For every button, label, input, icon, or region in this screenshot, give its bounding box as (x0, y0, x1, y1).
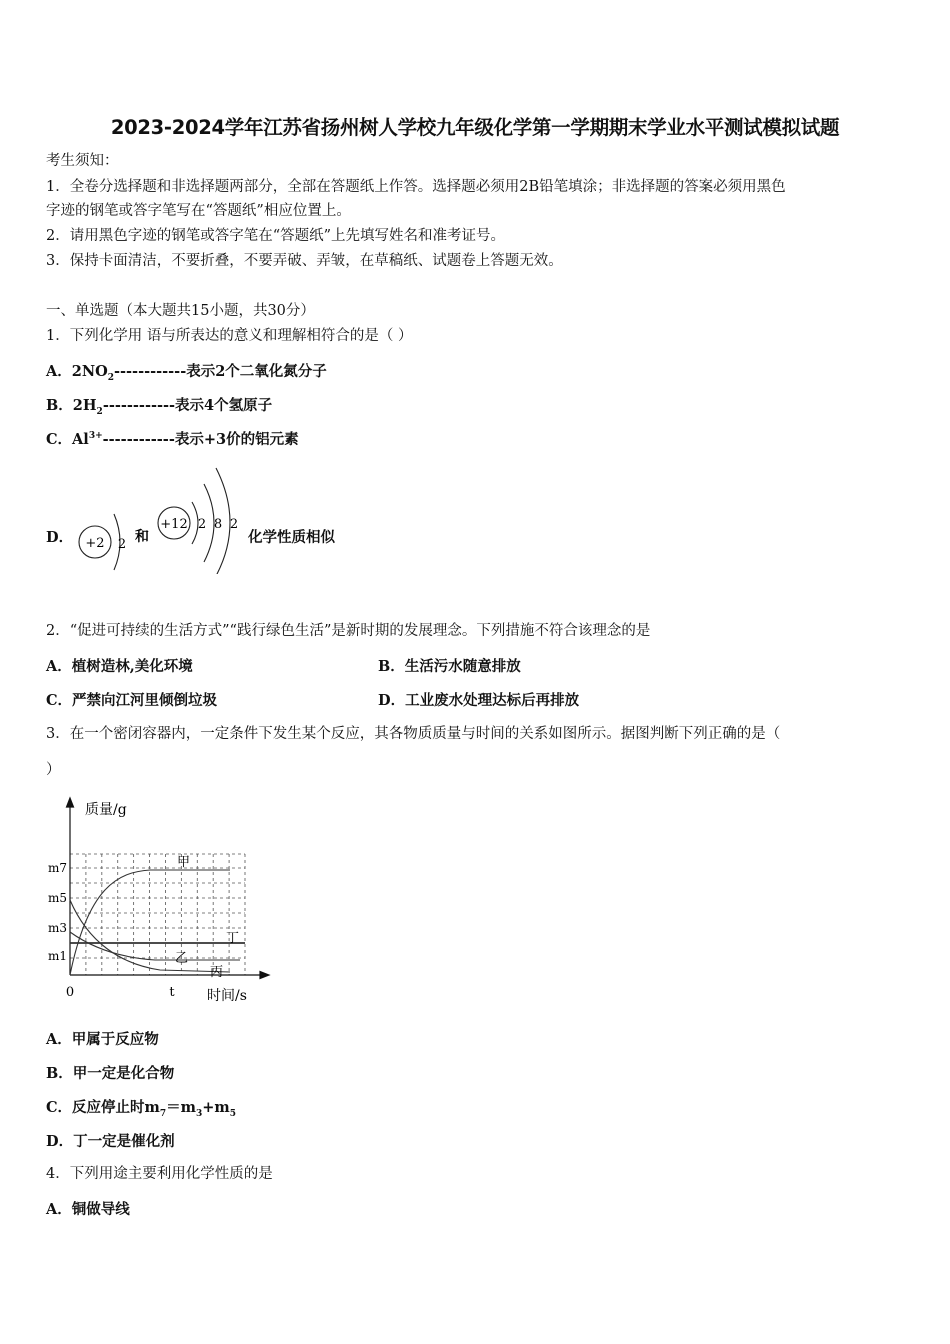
y-tick-label-m3: m3 (47, 921, 67, 935)
q1-option-a (46, 360, 327, 383)
y-tick-label-m5: m5 (47, 891, 67, 905)
atom1-nucleus-charge: +2 (85, 536, 105, 551)
q1-c-sup: 3+ (88, 431, 103, 442)
y-axis-arrow (67, 798, 74, 807)
q2-option-a: A．植树造林,美化环境 (46, 658, 193, 675)
q1-option-b (46, 394, 272, 417)
q1-c-prefix: C．Al (46, 431, 89, 448)
notice-item-1-line-2: 字迹的钢笔或答字笔写在“答题纸”相应位置上。 (46, 203, 351, 219)
series-line-bing (70, 900, 230, 972)
atom1-shell-1-count: 2 (117, 537, 127, 552)
q1-stem: 1．下列化学用 语与所表达的意义和理解相符合的是（ ） (46, 328, 413, 344)
section-heading: 一、单选题（本大题共15小题，共30分） (46, 303, 315, 319)
series-label-jia: 甲 (177, 855, 191, 870)
q3-c-sub-2: 3 (196, 1108, 203, 1119)
series-line-yi (70, 932, 240, 960)
q4-option-a: A．铜做导线 (46, 1201, 130, 1218)
q3-c-mid-1: ＝m (166, 1099, 196, 1116)
origin-label: 0 (65, 985, 75, 1000)
q2-option-b: B．生活污水随意排放 (378, 658, 521, 675)
q3-c-sub-1: 7 (159, 1108, 167, 1119)
q3-option-c (46, 1096, 236, 1119)
atom-structure-diagrams (70, 462, 260, 574)
q1-b-rest: ------------表示4个氢原子 (102, 397, 273, 414)
series-label-bing: 丙 (210, 965, 224, 980)
q3-stem-line-1: 3．在一个密闭容器内，一定条件下发生某个反应，其各物质质量与时间的关系如图所示。据图判断下列正确的是（ (46, 726, 781, 742)
series-label-yi: 乙 (175, 951, 189, 966)
y-axis-label: 质量/g (85, 802, 127, 818)
notice-heading: 考生须知： (46, 153, 119, 169)
q2-option-d: D．工业废水处理达标后再排放 (378, 692, 580, 709)
mass-time-chart (40, 792, 280, 1007)
q2-option-c: C．严禁向江河里倾倒垃圾 (46, 692, 218, 709)
q1-option-d-text: 化学性质相似 (248, 529, 335, 546)
q2-stem: 2．“促进可持续的生活方式”“践行绿色生活”是新时期的发展理念。下列措施不符合该理念的是 (46, 623, 651, 639)
atom2-shell-3-count: 2 (229, 517, 239, 532)
q4-stem: 4．下列用途主要利用化学性质的是 (46, 1166, 273, 1182)
q1-a-prefix: A．2NO (46, 363, 108, 380)
q3-option-b: B．甲一定是化合物 (46, 1065, 175, 1082)
atom2-shell-2-count: 8 (213, 517, 223, 532)
q1-option-d-label: D． (46, 529, 74, 546)
atom2-shell-1-count: 2 (197, 517, 207, 532)
q3-c-sub-3: 5 (229, 1108, 237, 1119)
q1-b-sub: 2 (96, 406, 103, 417)
x-tick-label-t: t (169, 985, 175, 1000)
series-label-ding: 丁 (226, 931, 240, 946)
x-axis-arrow (260, 972, 269, 979)
q1-b-prefix: B．2H (46, 397, 97, 414)
q1-option-c (46, 428, 299, 449)
q1-c-rest: ------------表示+3价的铝元素 (102, 431, 299, 448)
atom2-nucleus-charge: +12 (160, 517, 188, 532)
y-tick-label-m7: m7 (47, 861, 67, 875)
q3-stem-line-2: ） (46, 762, 61, 778)
x-axis-label: 时间/s (207, 988, 247, 1004)
q3-option-d: D．丁一定是催化剂 (46, 1133, 175, 1150)
notice-item-1-line-1: 1．全卷分选择题和非选择题两部分，全部在答题纸上作答。选择题必须用2B铅笔填涂；非选择题的答案必须用黑色 (46, 179, 786, 195)
y-tick-label-m1: m1 (47, 949, 67, 963)
q1-a-rest: ------------表示2个二氧化氮分子 (114, 363, 327, 380)
and-label: 和 (135, 529, 149, 545)
page-title: 2023-2024学年江苏省扬州树人学校九年级化学第一学期期末学业水平测试模拟试题 (110, 116, 840, 139)
q3-c-prefix: C．反应停止时m (46, 1099, 160, 1116)
notice-item-2: 2．请用黑色字迹的钢笔或答字笔在“答题纸”上先填写姓名和准考证号。 (46, 228, 506, 244)
notice-item-3: 3．保持卡面清洁，不要折叠，不要弄破、弄皱，在草稿纸、试题卷上答题无效。 (46, 253, 563, 269)
q1-a-sub: 2 (107, 372, 114, 383)
q3-c-mid-2: +m (202, 1099, 230, 1116)
q3-option-a: A．甲属于反应物 (46, 1031, 159, 1048)
